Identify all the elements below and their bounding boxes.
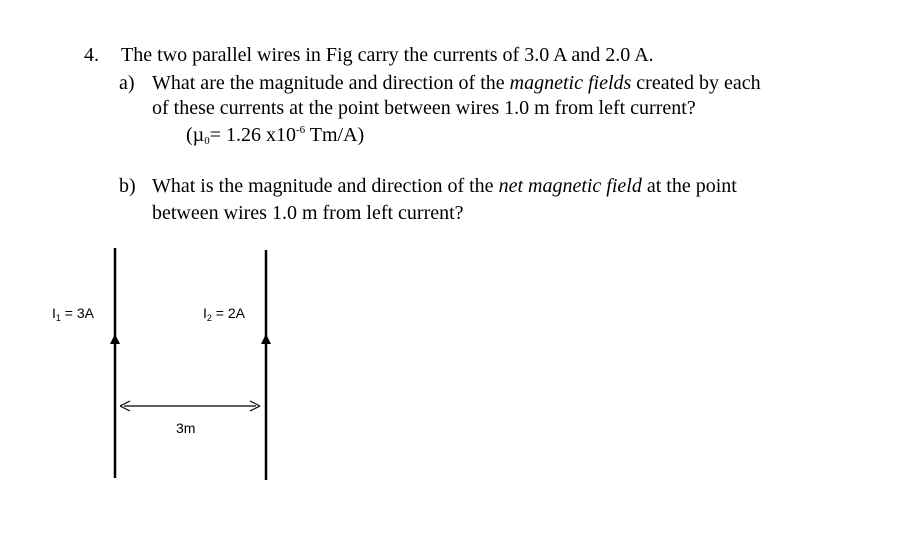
current-symbol: I <box>52 305 56 321</box>
constant-value: = 1.26 x10 <box>209 124 296 146</box>
current-symbol: I <box>203 305 207 321</box>
part-b-marker: b) <box>119 175 136 197</box>
constant-unit: Tm/A) <box>305 124 365 146</box>
current-subscript: 1 <box>55 313 61 323</box>
question-stem: The two parallel wires in Fig carry the currents of 3.0 A and 2.0 A. <box>121 44 654 66</box>
mu-symbol: (µ <box>186 124 205 146</box>
current-subscript: 2 <box>206 313 212 323</box>
wire-left-label <box>52 305 94 321</box>
part-a-text-end: created by each <box>631 72 761 94</box>
part-b-text-end: at the point <box>641 175 737 197</box>
wire-right-current-arrow <box>261 334 271 344</box>
separation-label: 3m <box>176 420 196 436</box>
part-a-line-2: of these currents at the point between wires 1.0 m from left current? <box>152 97 696 119</box>
part-a-text: What are the magnitude and direction of the <box>152 72 510 94</box>
part-b-line-2: between wires 1.0 m from left current? <box>152 202 464 224</box>
question-number: 4. <box>84 44 99 66</box>
current-value: = 2A <box>211 305 245 321</box>
mu-subscript: 0 <box>204 135 210 147</box>
wire-right-label <box>203 305 245 321</box>
part-a-marker: a) <box>119 72 135 94</box>
constant-exponent: -6 <box>295 124 306 136</box>
part-b-text: What is the magnitude and direction of the <box>152 175 499 197</box>
part-b-emphasis: net magnetic field <box>498 175 642 197</box>
wire-left-current-arrow <box>110 334 120 344</box>
current-value: = 3A <box>60 305 94 321</box>
part-a-emphasis: magnetic fields <box>509 72 632 94</box>
